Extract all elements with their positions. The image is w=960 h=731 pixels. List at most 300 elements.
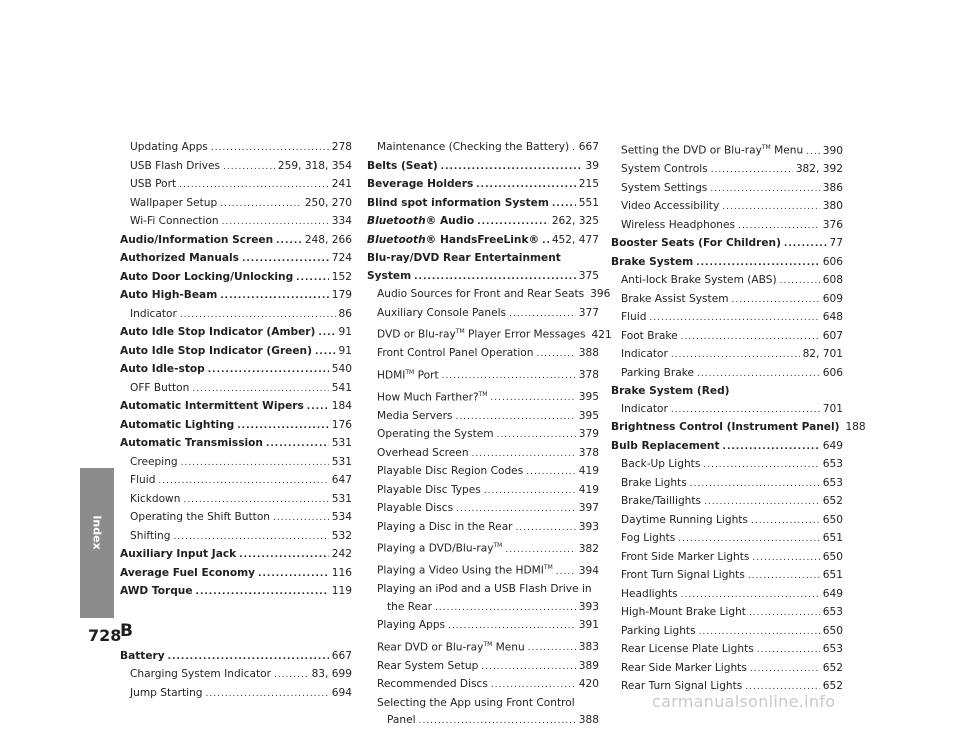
entry-label: Jump Starting: [130, 686, 203, 699]
leader-dots: [690, 475, 820, 494]
entry-page: 609: [822, 292, 843, 305]
entry-page: 250, 270: [304, 196, 352, 209]
entry-label: Front Side Marker Lights: [621, 550, 750, 563]
entry-page: 540: [331, 363, 352, 375]
index-entry: [367, 213, 599, 232]
leader-dots: [696, 254, 820, 273]
leader-dots: [206, 685, 329, 704]
leader-dots: [222, 213, 329, 232]
entry-label: Average Fuel Economy: [120, 566, 256, 579]
entry-label: High-Mount Brake Light: [621, 606, 746, 619]
entry-label: Back-Up Lights: [621, 458, 701, 471]
leader-dots: [505, 541, 575, 560]
leader-dots: [274, 666, 309, 685]
index-entry: [611, 383, 843, 401]
entry-page: 91: [338, 344, 352, 357]
index-entry: [611, 346, 843, 365]
leader-dots: [477, 213, 549, 232]
entry-page: 667: [331, 649, 352, 662]
entry-label: Auto Idle Stop Indicator (Green): [120, 344, 312, 357]
entry-label: Kickdown: [130, 492, 181, 505]
index-entry: [367, 139, 599, 158]
index-entry: [367, 482, 599, 501]
leader-dots: [441, 158, 583, 177]
entry-label: Indicator: [621, 402, 668, 415]
leader-dots: [704, 493, 820, 512]
entry-label: OFF Button: [130, 381, 190, 394]
entry-label: Rear DVD or Blu-ray™ Menu: [377, 640, 525, 654]
entry-page: 419: [578, 483, 599, 496]
index-entry: [611, 641, 843, 660]
entry-label: Playable Disc Types: [377, 483, 481, 496]
entry-label: Panel: [387, 714, 416, 727]
index-entry: [120, 176, 352, 195]
entry-page: 694: [331, 686, 352, 699]
entry-page: 652: [822, 495, 843, 508]
entry-label: Auxiliary Console Panels: [377, 306, 507, 319]
entry-label: Setting the DVD or Blu-ray™ Menu: [621, 144, 804, 157]
entry-label: Charging System Indicator: [130, 668, 271, 680]
entry-page: 419: [578, 465, 599, 478]
entry-label: Audio Sources for Front and Rear Seats: [377, 288, 585, 300]
index-entry: [367, 268, 599, 287]
entry-page: 452, 477: [551, 233, 599, 246]
entry-page: 652: [822, 680, 843, 693]
entry-label: Anti-lock Brake System (ABS): [621, 274, 777, 287]
index-entry: [611, 549, 843, 568]
leader-dots: [266, 435, 329, 454]
leader-dots: [572, 139, 576, 158]
index-entry: [120, 648, 352, 667]
index-entry: [611, 567, 843, 586]
entry-label: Auto Door Locking/Unlocking: [120, 270, 294, 283]
entry-page: 532: [331, 529, 352, 542]
entry-label: Auto Idle-stop: [120, 363, 205, 375]
index-entry: [611, 623, 843, 642]
index-entry: [120, 491, 352, 510]
entry-label: Playable Discs: [377, 502, 454, 515]
index-entry: [611, 235, 843, 254]
entry-label: Authorized Manuals: [120, 252, 239, 264]
index-column-1: [120, 139, 352, 703]
index-entry: [367, 712, 599, 731]
index-entry: [611, 272, 843, 291]
index-entry: [611, 586, 843, 605]
index-entry: [120, 583, 352, 602]
entry-label: Rear System Setup: [377, 659, 479, 672]
entry-page: 242: [331, 548, 352, 560]
entry-page: 376: [822, 218, 843, 231]
entry-label: System: [367, 269, 412, 282]
entry-label: Beverage Holders: [367, 178, 474, 190]
index-entry: [367, 445, 599, 464]
entry-page: 395: [578, 391, 599, 404]
entry-page: 176: [331, 418, 352, 431]
entry-page: 278: [331, 141, 352, 153]
entry-page: 259, 318, 354: [277, 159, 352, 172]
entry-label: USB Flash Drives: [130, 159, 221, 172]
leader-dots: [491, 676, 576, 695]
index-entry: [367, 519, 599, 538]
entry-page: 724: [331, 252, 352, 264]
index-entry: [367, 581, 599, 599]
index-entry: [367, 658, 599, 677]
index-entry: [120, 250, 352, 269]
entry-page: 608: [822, 274, 843, 287]
entry-page: 82, 701: [802, 348, 843, 361]
leader-dots: [435, 599, 576, 618]
entry-page: 534: [331, 511, 352, 523]
entry-label: Playing a Disc in the Rear: [377, 520, 513, 533]
index-entry: [120, 343, 352, 362]
entry-label: Wallpaper Setup: [130, 196, 218, 209]
entry-label: Brake Assist System: [621, 292, 729, 305]
index-entry: [367, 158, 599, 177]
index-column-2: [367, 139, 612, 731]
leader-dots: [751, 512, 820, 531]
leader-dots: [681, 586, 820, 605]
index-entry: [120, 398, 352, 417]
index-entry: [611, 309, 843, 328]
leader-dots: [168, 648, 329, 667]
leader-dots: [315, 343, 336, 362]
leader-dots: [419, 712, 576, 731]
index-entry: [367, 176, 599, 195]
entry-page: 531: [331, 492, 352, 505]
entry-page: 388: [578, 347, 599, 360]
entry-page: 653: [822, 606, 843, 619]
leader-dots: [738, 217, 820, 236]
index-entry: [120, 380, 352, 399]
index-entry: [611, 217, 843, 236]
leader-dots: [173, 528, 328, 547]
entry-label: How Much Farther?™: [377, 390, 488, 404]
entry-page: 391: [578, 619, 599, 632]
entry-page: 377: [578, 306, 599, 319]
leader-dots: [442, 367, 576, 386]
index-entry: [120, 565, 352, 584]
index-entry: [120, 232, 352, 251]
leader-dots: [509, 305, 576, 324]
entry-page: 395: [578, 409, 599, 422]
leader-dots: [537, 345, 576, 364]
index-entry: [611, 438, 843, 457]
index-entry: [120, 324, 352, 343]
index-entry: [611, 198, 843, 217]
index-entry: [120, 417, 352, 436]
index-entry: [611, 456, 843, 475]
entry-label: Operating the System: [377, 428, 494, 441]
entry-page: 184: [331, 400, 352, 412]
leader-dots: [476, 176, 576, 195]
index-entry: [611, 475, 843, 494]
entry-page: 334: [331, 215, 352, 227]
entry-page: 379: [578, 428, 599, 441]
entry-label: Playable Disc Region Codes: [377, 465, 524, 478]
leader-dots: [806, 143, 820, 162]
entry-page: 606: [822, 366, 843, 379]
entry-label: Brake Lights: [621, 476, 687, 489]
entry-page: 119: [331, 585, 352, 597]
index-entry: [367, 232, 599, 251]
entry-label: Shifting: [130, 529, 171, 542]
entry-page: 667: [578, 141, 599, 153]
entry-page: 607: [822, 329, 843, 342]
footer-watermark: carmanualsonline.info: [652, 692, 836, 711]
index-entry: [120, 158, 352, 177]
entry-label: Brake System (Red): [611, 385, 730, 398]
entry-page: 420: [578, 678, 599, 691]
leader-dots: [220, 195, 302, 214]
entry-page: 378: [578, 446, 599, 459]
index-entry: [120, 435, 352, 454]
leader-dots: [179, 176, 329, 195]
leader-dots: [752, 549, 819, 568]
index-entry: [367, 426, 599, 445]
leader-dots: [180, 306, 336, 325]
index-entry: [367, 599, 599, 618]
entry-label: Rear Turn Signal Lights: [621, 680, 743, 693]
entry-label: Bulb Replacement: [611, 439, 720, 452]
index-entry: [611, 660, 843, 679]
index-entry: [367, 500, 599, 519]
leader-dots: [497, 426, 576, 445]
entry-page: 375: [578, 269, 599, 282]
side-tab-label: Index: [90, 515, 104, 550]
entry-page: 215: [578, 178, 599, 190]
index-entry: [367, 364, 599, 386]
index-entry: [611, 530, 843, 549]
leader-dots: [181, 454, 329, 473]
index-entry: [611, 328, 843, 347]
index-entry: [367, 323, 612, 345]
entry-page: 531: [331, 455, 352, 468]
entry-label: Auto High-Beam: [120, 289, 218, 301]
entry-label: Brake System: [611, 255, 694, 268]
leader-dots: [699, 623, 820, 642]
leader-dots: [490, 389, 575, 408]
entry-page: 86: [338, 307, 352, 320]
entry-label: Recommended Discs: [377, 678, 488, 691]
entry-page: 241: [331, 178, 352, 190]
leader-dots: [542, 232, 549, 251]
leader-dots: [481, 658, 575, 677]
entry-label: Selecting the App using Front Control: [377, 696, 575, 709]
index-entry: [611, 512, 843, 531]
entry-label: Bluetooth® HandsFreeLink®: [367, 233, 540, 246]
index-entry: [367, 695, 599, 713]
entry-page: 77: [829, 237, 843, 250]
index-entry: [120, 472, 352, 491]
leader-dots: [649, 309, 819, 328]
entry-label: Indicator: [130, 307, 177, 320]
index-entry: [120, 528, 352, 547]
leader-dots: [276, 232, 302, 251]
index-entry: [367, 250, 599, 268]
leader-dots: [671, 401, 820, 420]
index-entry: [120, 287, 352, 306]
entry-label: Bluetooth® Audio: [367, 215, 475, 227]
entry-label: Foot Brake: [621, 329, 678, 342]
entry-page: 378: [578, 369, 599, 382]
index-entry: [367, 345, 599, 364]
leader-dots: [678, 530, 820, 549]
entry-label: Booster Seats (For Children): [611, 237, 781, 250]
index-column-3: [611, 139, 866, 697]
index-entry: [611, 139, 843, 161]
leader-dots: [196, 583, 329, 602]
leader-dots: [307, 398, 329, 417]
entry-page: 393: [578, 520, 599, 533]
leader-dots: [456, 500, 576, 519]
entry-label: Auxiliary Input Jack: [120, 548, 237, 560]
entry-label: Auto Idle Stop Indicator (Amber): [120, 326, 316, 338]
entry-page: 653: [822, 458, 843, 471]
entry-label: Headlights: [621, 587, 678, 600]
entry-page: 382: [578, 542, 599, 555]
entry-page: 390: [822, 144, 843, 157]
entry-page: 393: [578, 600, 599, 613]
leader-dots: [484, 482, 576, 501]
entry-label: Playing a Video Using the HDMI™: [377, 564, 553, 577]
leader-dots: [722, 198, 820, 217]
index-entry: [120, 454, 352, 473]
entry-label: Fluid: [621, 311, 647, 324]
index-entry: [120, 269, 352, 288]
entry-page: 83, 699: [311, 668, 352, 680]
entry-label: Media Servers: [377, 409, 453, 422]
leader-dots: [528, 639, 576, 658]
entry-page: 383: [578, 641, 599, 654]
leader-dots: [223, 158, 275, 177]
entry-label: Maintenance (Checking the Battery): [377, 141, 570, 153]
index-entry: [611, 604, 843, 623]
index-entry: [611, 419, 866, 438]
leader-dots: [296, 269, 329, 288]
entry-page: 651: [822, 569, 843, 582]
entry-page: 382, 392: [795, 163, 843, 176]
index-entry: [120, 685, 352, 704]
entry-label: Indicator: [621, 348, 668, 361]
entry-label: Fluid: [130, 474, 156, 486]
entry-label: HDMI™ Port: [377, 368, 439, 382]
leader-dots: [750, 660, 820, 679]
leader-dots: [516, 519, 576, 538]
entry-label: USB Port: [130, 178, 177, 190]
entry-page: 152: [331, 270, 352, 283]
entry-label: Creeping: [130, 455, 178, 468]
entry-label: Front Turn Signal Lights: [621, 569, 745, 582]
leader-dots: [671, 346, 800, 365]
index-entry: [367, 305, 599, 324]
leader-dots: [192, 380, 328, 399]
entry-page: 389: [578, 659, 599, 672]
index-entry: [120, 139, 352, 158]
leader-dots: [711, 161, 793, 180]
leader-dots: [703, 456, 819, 475]
entry-page: 39: [585, 159, 599, 172]
index-entry: [611, 161, 843, 180]
entry-label: Overhead Screen: [377, 446, 469, 459]
entry-label: Rear Side Marker Lights: [621, 661, 747, 674]
entry-page: 653: [822, 476, 843, 489]
entry-page: 397: [578, 502, 599, 515]
entry-page: 116: [331, 566, 352, 579]
entry-page: 650: [822, 624, 843, 637]
entry-page: 388: [578, 714, 599, 727]
entry-label: Audio/Information Screen: [120, 233, 274, 246]
leader-dots: [472, 445, 576, 464]
entry-label: Wi-Fi Connection: [130, 215, 219, 227]
entry-label: Updating Apps: [130, 141, 208, 153]
index-entry: [120, 306, 352, 325]
leader-dots: [748, 567, 820, 586]
entry-page: 647: [331, 474, 352, 486]
leader-dots: [258, 565, 329, 584]
leader-dots: [158, 472, 328, 491]
leader-dots: [757, 641, 820, 660]
entry-label: Automatic Lighting: [120, 418, 235, 431]
leader-dots: [448, 617, 576, 636]
entry-page: 380: [822, 200, 843, 213]
entry-page: 394: [578, 564, 599, 577]
index-entry: [120, 546, 352, 565]
entry-label: the Rear: [387, 600, 433, 613]
entry-page: 179: [331, 289, 352, 301]
leader-dots: [681, 328, 820, 347]
index-entry: [120, 509, 352, 528]
entry-page: 648: [822, 311, 843, 324]
entry-page: 248, 266: [304, 233, 352, 246]
index-entry: [120, 361, 352, 380]
leader-dots: [273, 509, 329, 528]
leader-dots: [414, 268, 576, 287]
leader-dots: [526, 463, 576, 482]
entry-label: System Settings: [621, 181, 708, 194]
index-entry: [367, 463, 599, 482]
entry-label: Automatic Transmission: [120, 437, 263, 449]
entry-page: 531: [331, 437, 352, 449]
index-entry: [367, 386, 599, 408]
entry-label: Fog Lights: [621, 532, 676, 545]
leader-dots: [723, 438, 820, 457]
index-entry: [120, 666, 352, 685]
leader-dots: [220, 287, 329, 306]
entry-label: Battery: [120, 649, 165, 662]
entry-page: 653: [822, 643, 843, 656]
leader-dots: [242, 250, 329, 269]
entry-label: Automatic Intermittent Wipers: [120, 400, 304, 412]
entry-label: Blind spot information System: [367, 196, 549, 209]
entry-label: Daytime Running Lights: [621, 513, 748, 526]
entry-page: 701: [822, 402, 843, 415]
index-entry: [367, 286, 611, 305]
leader-dots: [183, 491, 328, 510]
entry-label: Parking Lights: [621, 624, 696, 637]
entry-label: Brightness Control (Instrument Panel): [611, 421, 840, 434]
entry-page: 650: [822, 513, 843, 526]
leader-dots: [455, 408, 575, 427]
index-entry: [367, 636, 599, 658]
index-entry: [611, 180, 843, 199]
entry-label: Parking Brake: [621, 366, 695, 379]
entry-label: System Controls: [621, 163, 708, 176]
entry-page: 188: [845, 421, 866, 434]
entry-label: Brake/Taillights: [621, 495, 702, 508]
index-entry: [120, 195, 352, 214]
entry-page: 651: [822, 532, 843, 545]
entry-page: 421: [591, 328, 612, 341]
